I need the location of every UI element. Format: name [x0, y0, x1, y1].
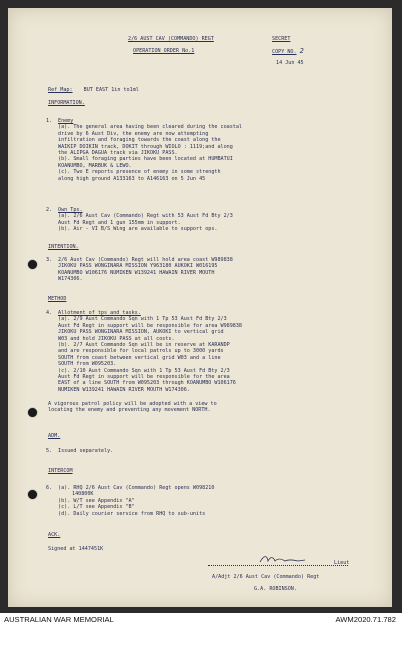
para-line: Aust Fd Regt in support will be responsible for the area	[58, 374, 230, 381]
archive-source: AUSTRALIAN WAR MEMORIAL	[4, 615, 114, 624]
para-number: 2.	[46, 207, 53, 213]
signatory-appointment: A/Adjt 2/6 Aust Cav (Commando) Regt	[212, 574, 320, 580]
signatory-rank: Lieut	[334, 560, 350, 566]
para-line: (b). Small foraging parties have been located at HUMBATUI	[58, 156, 233, 163]
para-line: (d). Daily courier service from RHQ to sub-units	[58, 510, 206, 517]
signatory-name: G.A. ROBINSON.	[254, 586, 297, 592]
para-own-troops	[58, 207, 383, 233]
para-heading: Enemy	[58, 118, 74, 124]
para-line: KOANUMBO, MARBUK & LEWO.	[58, 162, 132, 169]
para-line: (a). RHQ 2/6 Aust Cav (Commando) Regt opens W098210	[58, 485, 215, 491]
para-line: NUMIKEN W139241 HAWAIN RIVER MOUTH W174306.	[58, 386, 190, 393]
para-line: JIKOKU PASS WONGINARA MISSION Y963180 AUKOKI W016195	[58, 263, 218, 270]
para-number: 6.	[46, 485, 53, 491]
para-line: (a). 2/6 Aust Cav (Commando) Regt with 53 Aust Fd Bty 2/3	[58, 213, 233, 220]
para-heading: Allotment of tps and tasks.	[58, 310, 141, 316]
para-line: (c). 2/10 Aust Commando Sqn with 1 Tp 53 Aust Fd Bty 2/3	[58, 367, 230, 374]
para-line: (c). L/T see Appendix "B"	[58, 504, 135, 511]
section-information: INFORMATION.	[48, 100, 85, 106]
para-line: W174306.	[58, 276, 83, 283]
para-number: 4.	[46, 310, 53, 316]
handwritten-signature-icon	[258, 553, 308, 565]
para-heading: Own Tps.	[58, 207, 83, 213]
section-method: METHOD	[48, 296, 67, 302]
ref-map-value: BUT EAST 1in to1ml	[83, 87, 139, 93]
unit-heading: 2/6 AUST CAV (COMMANDO) REGT	[128, 36, 214, 42]
para-line: Aust Fd Regt and 1 gun 155mm in support.	[58, 219, 181, 226]
para-number: 5.	[46, 448, 53, 454]
copy-number-label: COPY NO.	[272, 49, 297, 55]
para-line: (a). The general area having been cleared during the coastal	[58, 124, 243, 131]
copy-number-value: 2	[299, 47, 304, 55]
para-line: 2/6 Aust Cav (Commando) Regt will hold area coast W989838	[58, 257, 233, 263]
para-allotment	[58, 310, 383, 393]
para-line: A vigorous patrol policy will be adopted with a view to	[48, 401, 217, 407]
para-line: drive by 6 Aust Div, the enemy are now attempting	[58, 130, 209, 137]
para-number: 1.	[46, 118, 53, 124]
order-title: OPERATION ORDER No.1	[133, 48, 195, 54]
para-line: (c). Two E reports presence of enemy in some strength	[58, 169, 221, 176]
ref-map-label: Ref Map:	[48, 87, 73, 93]
classification: SECRET	[272, 36, 291, 42]
para-line: (b). Air - VI B/S Wing are available to support ops.	[58, 226, 218, 233]
signature-line	[208, 565, 348, 566]
para-line: Aust Fd Regt in support will be responsible for area W989838	[58, 322, 243, 329]
para-intention	[58, 257, 383, 283]
section-intercom: INTERCOM	[48, 468, 73, 474]
para-line: locating the enemy and preventing any movement NORTH.	[48, 407, 211, 414]
document-page	[8, 8, 392, 607]
para-line: SOUTH from W095203.	[58, 361, 117, 368]
para-line: EAST of a line SOUTH from W095203 through KOANUMBO W106176	[58, 380, 236, 387]
para-line: WAIKIP DOIKIN track, DOKIT through WIOLO : 1119;and along	[58, 143, 233, 150]
para-line: and are responsible for local patrols up to 3000 yards	[58, 348, 224, 355]
para-enemy	[58, 118, 383, 182]
punch-hole-icon	[28, 408, 37, 417]
para-line: (b). W/T see Appendix "A"	[58, 497, 135, 504]
para-line: 140800K	[72, 491, 94, 498]
para-line: SOUTH from coast between vertical grid W03 and a line	[58, 354, 221, 361]
archive-footer	[0, 613, 402, 653]
section-ack: ACK.	[48, 532, 61, 538]
para-patrol-policy	[48, 401, 217, 414]
accession-number: AWM2020.71.782	[335, 615, 396, 624]
section-adm: ADM.	[48, 433, 61, 439]
section-intention: INTENTION.	[48, 244, 79, 250]
para-line: W03 and hold JIKOKU PASS at all costs.	[58, 335, 175, 342]
signed-at: Signed at 1447451K	[48, 546, 104, 552]
para-line: infiltration and foraging towards the coast along the	[58, 137, 221, 144]
para-intercom	[58, 485, 383, 517]
para-line: JIKOKU PASS WONGINARA MISSION, AUKOKI to vertical grid	[58, 329, 224, 336]
para-line: along high ground A133163 to A146163 on 5 Jun 45	[58, 175, 206, 182]
punch-hole-icon	[28, 490, 37, 499]
para-number: 3.	[46, 257, 53, 263]
para-line: KOANUMBO W106176 NUMIKEN W139241 HAWAIN RIVER MOUTH	[58, 269, 215, 276]
ref-map	[48, 87, 139, 93]
copy-number	[272, 48, 304, 55]
punch-hole-icon	[28, 260, 37, 269]
order-date: 14 Jun 45	[276, 60, 304, 66]
para-line: the ALIPGA DAGUA track via JIKOKU PASS.	[58, 150, 178, 157]
para-line: (b). 2/7 Aust Commando Sqn will be in reserve at KARANDP	[58, 342, 230, 349]
para-line: (a). 2/9 Aust Commando Sqn with 1 Tp 53 Aust Fd Bty 2/3	[58, 316, 227, 323]
para-adm: Issued separately.	[58, 448, 114, 454]
